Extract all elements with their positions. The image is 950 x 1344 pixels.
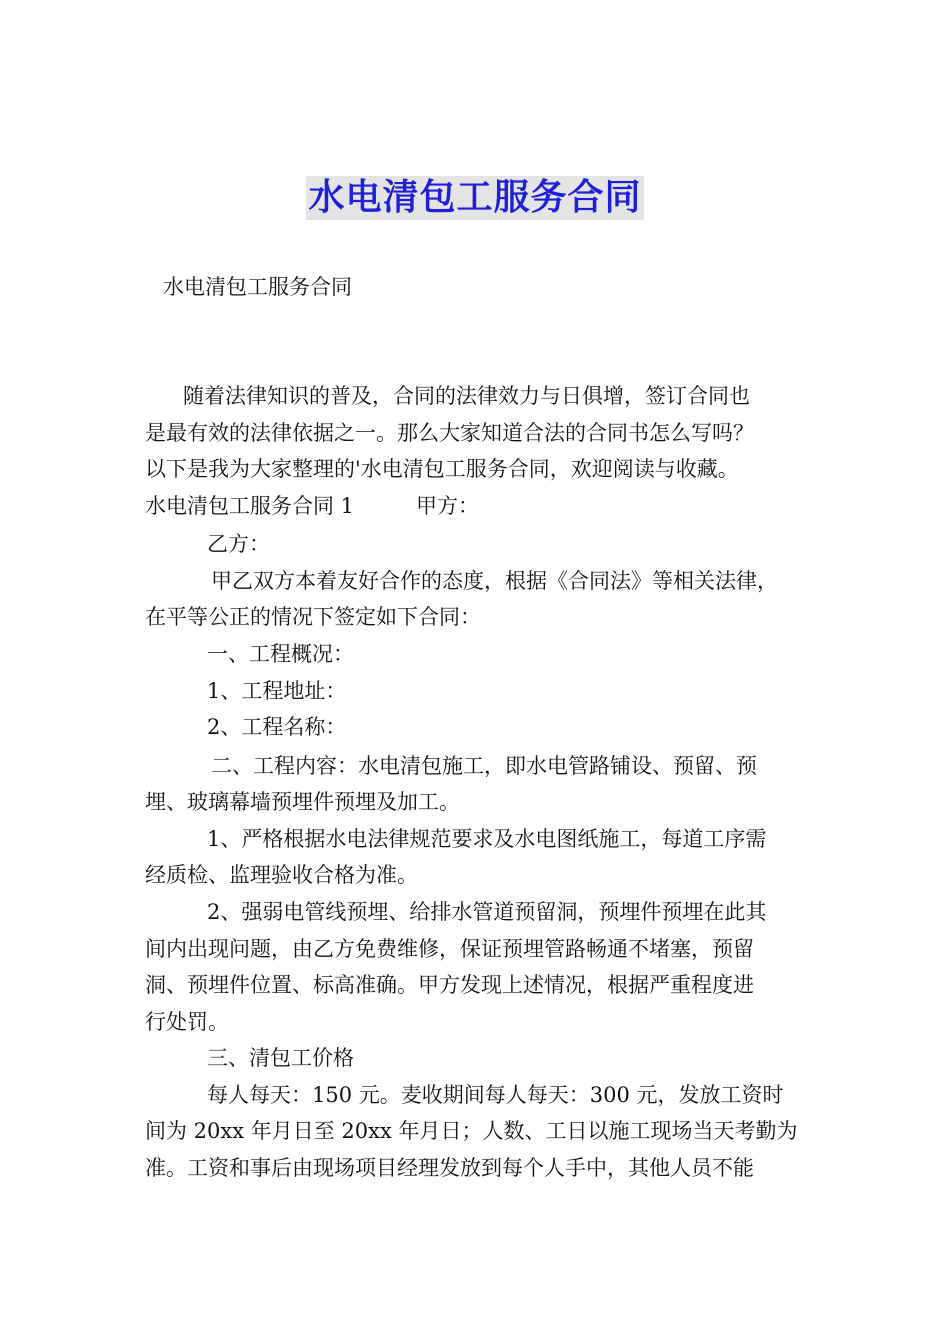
contract-heading: 水电清包工服务合同 1 — [145, 493, 355, 518]
clause-item: 1、工程地址： — [207, 678, 347, 703]
document-title-block — [0, 176, 950, 220]
document-title: 水电清包工服务合同 — [308, 177, 642, 218]
preamble-line: 在平等公正的情况下签定如下合同： — [145, 605, 481, 630]
price-line: 间为 20xx 年月日至 20xx 年月日；人数、工日以施工现场当天考勤为 — [145, 1119, 798, 1144]
section-paragraph-line: 埋、玻璃幕墙预埋件预埋及加工。 — [145, 790, 460, 815]
clause-line: 行处罚。 — [145, 1009, 229, 1034]
contract-heading-row — [145, 488, 845, 525]
section-paragraph-line: 二、工程内容：水电清包施工，即水电管路铺设、预留、预 — [211, 753, 757, 778]
clause-line: 1、严格根据水电法律规范要求及水电图纸施工，每道工序需 — [207, 826, 767, 851]
clause-line: 洞、预埋件位置、标高准确。甲方发现上述情况，根据严重程度进 — [145, 973, 754, 998]
clause-line: 间内出现问题，由乙方免费维修，保证预埋管路畅通不堵塞，预留 — [145, 936, 754, 961]
preamble-line: 甲乙双方本着友好合作的态度，根据《合同法》等相关法律， — [211, 568, 778, 593]
clause-line: 2、强弱电管线预埋、给排水管道预留洞，预埋件预埋在此其 — [207, 899, 767, 924]
section-heading: 一、工程概况： — [207, 641, 354, 666]
price-line: 每人每天：150 元。麦收期间每人每天：300 元，发放工资时 — [207, 1082, 784, 1107]
intro-line: 以下是我为大家整理的'水电清包工服务合同，欢迎阅读与收藏。 — [145, 457, 739, 482]
clause-item: 2、工程名称： — [207, 715, 347, 740]
intro-line: 随着法律知识的普及，合同的法律效力与日俱增，签订合同也 — [183, 384, 750, 408]
section-heading: 三、清包工价格 — [207, 1046, 354, 1071]
price-line: 准。工资和事后由现场项目经理发放到每个人手中，其他人员不能 — [145, 1156, 754, 1181]
party-a-label: 甲方： — [416, 493, 480, 518]
document-subtitle: 水电清包工服务合同 — [163, 275, 352, 299]
intro-line: 是最有效的法律依据之一。那么大家知道合法的合同书怎么写吗？ — [145, 420, 754, 445]
document-body — [145, 378, 845, 1187]
clause-line: 经质检、监理验收合格为准。 — [145, 863, 418, 888]
party-b-label: 乙方： — [207, 532, 270, 557]
